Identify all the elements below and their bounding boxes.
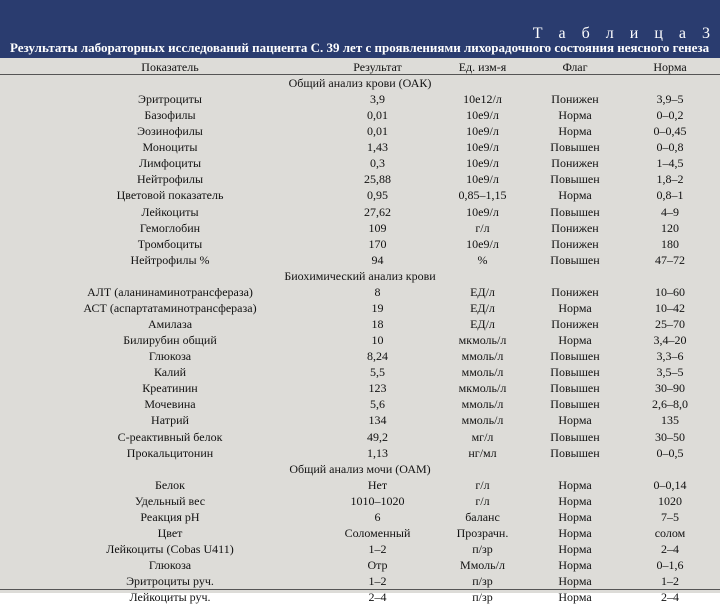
cell-norm: 1020 <box>658 493 682 508</box>
cell-indicator: Эозинофилы <box>137 124 203 139</box>
cell-indicator: АЛТ (аланинаминотрансфераза) <box>87 284 253 299</box>
cell-indicator: Нейтрофилы <box>136 172 204 187</box>
cell-unit: 10е9/л <box>466 204 499 219</box>
table-row <box>0 525 720 541</box>
table-row <box>0 284 720 300</box>
cell-result: 0,01 <box>367 108 388 123</box>
cell-result: 5,5 <box>370 365 385 380</box>
cell-unit: баланс <box>465 509 500 524</box>
cell-norm: 2–4 <box>661 590 679 605</box>
cell-unit: п/зр <box>472 542 493 557</box>
cell-flag: Понижен <box>551 92 599 106</box>
cell-indicator: С-реактивный белок <box>117 429 223 444</box>
cell-unit: ЕД/л <box>470 300 495 315</box>
cell-flag: Понижен <box>551 220 599 235</box>
cell-flag: Повышен <box>550 204 600 219</box>
cell-result: 1,43 <box>367 140 388 155</box>
table-number: Т а б л и ц а 3 <box>532 25 716 42</box>
table-row <box>0 557 720 573</box>
cell-flag: Понижен <box>551 317 599 332</box>
cell-indicator: Реакция рН <box>140 509 200 524</box>
cell-result: 49,2 <box>367 429 388 444</box>
cell-result: 3,9 <box>370 92 385 106</box>
table-row <box>0 541 720 557</box>
cell-indicator: Моноциты <box>142 140 198 155</box>
cell-unit: п/зр <box>472 590 493 605</box>
table-row <box>0 412 720 428</box>
cell-flag: Норма <box>558 188 592 203</box>
cell-flag: Норма <box>558 574 592 589</box>
cell-result: 8,24 <box>367 349 388 364</box>
cell-norm: 3,4–20 <box>653 333 687 348</box>
cell-indicator: Эритроциты <box>138 92 202 106</box>
cell-indicator: Калий <box>153 365 187 380</box>
cell-flag: Понижен <box>551 284 599 299</box>
cell-unit: мг/л <box>471 429 494 444</box>
cell-flag: Норма <box>558 300 592 315</box>
cell-norm: 2–4 <box>661 542 679 557</box>
cell-indicator: Цвет <box>157 525 183 540</box>
table-row <box>0 445 720 461</box>
cell-flag: Норма <box>558 509 592 524</box>
cell-unit: 10е9/л <box>466 140 499 155</box>
cell-flag: Норма <box>558 493 592 508</box>
cell-flag: Норма <box>558 108 592 123</box>
cell-unit: г/л <box>475 220 490 235</box>
cell-norm: солом <box>654 525 686 540</box>
cell-unit: 10е9/л <box>466 108 499 123</box>
cell-flag: Повышен <box>550 172 600 187</box>
cell-indicator: Цветовой показатель <box>116 188 224 203</box>
cell-flag: Норма <box>558 558 592 573</box>
cell-indicator: Эритроциты руч. <box>126 574 214 589</box>
cell-result: 0,95 <box>367 188 388 203</box>
cell-unit: ммоль/л <box>461 413 504 428</box>
cell-flag: Норма <box>558 124 592 139</box>
cell-norm: 30–50 <box>655 429 685 444</box>
table-row <box>0 236 720 252</box>
cell-result: 134 <box>368 413 387 428</box>
cell-norm: 1,8–2 <box>656 172 684 187</box>
table-row <box>0 509 720 525</box>
table-row <box>0 477 720 493</box>
table-row <box>0 364 720 380</box>
cell-unit: мкмоль/л <box>458 333 507 348</box>
cell-norm: 120 <box>661 220 679 235</box>
cell-unit: 10е9/л <box>466 124 499 139</box>
cell-result: 18 <box>371 317 384 332</box>
cell-unit: ЕД/л <box>470 317 495 332</box>
table-row <box>0 187 720 203</box>
column-header-result: Результат <box>353 60 402 74</box>
cell-flag: Норма <box>558 333 592 348</box>
cell-norm: 0–0,2 <box>656 108 684 123</box>
cell-indicator: Белок <box>154 477 186 492</box>
table-row <box>0 573 720 589</box>
cell-result: 6 <box>374 509 381 524</box>
cell-norm: 3,5–5 <box>656 365 684 380</box>
cell-indicator: АСТ (аспартатаминотрансфераза) <box>83 300 257 315</box>
table-row <box>0 380 720 396</box>
cell-indicator: Лимфоциты <box>138 156 202 171</box>
cell-flag: Норма <box>558 413 592 428</box>
cell-unit: 10е9/л <box>466 172 499 187</box>
cell-indicator: Гемоглобин <box>139 220 201 235</box>
cell-flag: Норма <box>558 477 592 492</box>
cell-indicator: Удельный вес <box>134 493 206 508</box>
table-row <box>0 123 720 139</box>
cell-flag: Норма <box>558 525 592 540</box>
cell-result: 0,3 <box>370 156 385 171</box>
cell-indicator: Глюкоза <box>148 558 192 573</box>
cell-result: 19 <box>371 300 384 315</box>
table-header <box>0 0 720 58</box>
table-row <box>0 429 720 445</box>
cell-flag: Повышен <box>550 429 600 444</box>
table-row <box>0 493 720 509</box>
table-row <box>0 316 720 332</box>
cell-result: 1010–1020 <box>350 493 405 508</box>
cell-unit: мкмоль/л <box>458 381 507 396</box>
table-row <box>0 348 720 364</box>
cell-norm: 4–9 <box>661 204 679 219</box>
cell-indicator: Лейкоциты <box>141 204 199 219</box>
column-header-flag: Флаг <box>562 60 588 74</box>
cell-result: 2–4 <box>368 590 387 605</box>
cell-result: 1,13 <box>367 445 388 460</box>
cell-flag: Повышен <box>550 349 600 364</box>
cell-result: 27,62 <box>364 204 391 219</box>
table-row <box>0 252 720 268</box>
cell-norm: 3,9–5 <box>656 92 684 106</box>
cell-unit: % <box>477 252 488 267</box>
cell-norm: 10–42 <box>655 300 685 315</box>
cell-unit: 10е9/л <box>466 236 499 251</box>
table-row <box>0 220 720 236</box>
cell-indicator: Креатинин <box>142 381 198 396</box>
cell-unit: ЕД/л <box>470 284 495 299</box>
cell-norm: 180 <box>661 236 679 251</box>
cell-result: 1–2 <box>368 574 387 589</box>
table-row <box>0 396 720 412</box>
cell-norm: 1–2 <box>661 574 679 589</box>
cell-indicator: Амилаза <box>147 317 193 332</box>
cell-unit: г/л <box>475 477 490 492</box>
cell-indicator: Базофилы <box>144 108 196 123</box>
cell-norm: 0–0,5 <box>656 445 684 460</box>
cell-unit: п/зр <box>472 574 493 589</box>
cell-norm: 2,6–8,0 <box>652 397 688 412</box>
section-title: Общий анализ мочи (ОАМ) <box>289 461 431 476</box>
cell-unit: ммоль/л <box>461 397 504 412</box>
cell-unit: Прозрачн. <box>456 525 509 540</box>
cell-norm: 3,3–6 <box>656 349 684 364</box>
cell-norm: 10–60 <box>655 284 685 299</box>
cell-norm: 1–4,5 <box>656 156 684 171</box>
cell-indicator: Тромбоциты <box>137 236 203 251</box>
cell-flag: Норма <box>558 590 592 605</box>
cell-norm: 0–0,45 <box>653 124 687 139</box>
cell-flag: Повышен <box>550 140 600 155</box>
cell-flag: Повышен <box>550 365 600 380</box>
cell-indicator: Нейтрофилы % <box>130 252 210 267</box>
cell-indicator: Прокальцитонин <box>126 445 214 460</box>
cell-indicator: Лейкоциты (Cobas U411) <box>106 542 234 557</box>
cell-norm: 0–0,8 <box>656 140 684 155</box>
cell-flag: Понижен <box>551 156 599 171</box>
cell-result: 109 <box>368 220 387 235</box>
table-bottom-rule <box>0 589 720 590</box>
cell-unit: 10е12/л <box>463 92 502 106</box>
cell-result: Соломенный <box>344 525 411 540</box>
cell-unit: ммоль/л <box>461 365 504 380</box>
table-row <box>0 155 720 171</box>
cell-flag: Повышен <box>550 445 600 460</box>
cell-indicator: Лейкоциты руч. <box>129 590 211 605</box>
cell-result: 0,01 <box>367 124 388 139</box>
cell-flag: Понижен <box>551 236 599 251</box>
cell-norm: 7–5 <box>661 509 679 524</box>
cell-indicator: Билирубин общий <box>123 333 217 348</box>
cell-result: 5,6 <box>370 397 385 412</box>
cell-unit: ммоль/л <box>461 349 504 364</box>
cell-result: 25,88 <box>364 172 391 187</box>
cell-norm: 30–90 <box>655 381 685 396</box>
cell-result: Отр <box>367 558 388 573</box>
cell-result: 8 <box>374 284 381 299</box>
cell-indicator: Глюкоза <box>148 349 192 364</box>
cell-flag: Повышен <box>550 381 600 396</box>
cell-indicator: Мочевина <box>144 397 196 412</box>
cell-result: 1–2 <box>368 542 387 557</box>
table-row <box>0 107 720 123</box>
cell-unit: 10е9/л <box>466 156 499 171</box>
cell-unit: Ммоль/л <box>460 558 505 573</box>
table-row <box>0 139 720 155</box>
cell-unit: 0,85–1,15 <box>458 188 507 203</box>
cell-indicator: Натрий <box>151 413 189 428</box>
cell-result: 170 <box>368 236 387 251</box>
table-row <box>0 300 720 316</box>
cell-flag: Норма <box>558 542 592 557</box>
column-header-unit: Ед. изм-я <box>458 60 507 74</box>
table-title: Результаты лабораторных исследований пациента С. 39 лет с проявлениями лихорадочного состояния неясного генеза <box>10 40 710 55</box>
table-row <box>0 332 720 348</box>
cell-unit: нг/мл <box>468 445 497 460</box>
table-row <box>0 91 720 107</box>
cell-flag: Повышен <box>550 252 600 267</box>
cell-result: Нет <box>367 477 388 492</box>
cell-unit: г/л <box>475 493 490 508</box>
cell-norm: 0–0,14 <box>653 477 687 492</box>
cell-norm: 25–70 <box>655 317 685 332</box>
table-body <box>0 75 720 605</box>
cell-norm: 47–72 <box>655 252 685 267</box>
cell-result: 123 <box>368 381 387 396</box>
table-row <box>0 204 720 220</box>
cell-flag: Повышен <box>550 397 600 412</box>
column-header-norm: Норма <box>653 60 687 74</box>
cell-norm: 0–1,6 <box>656 558 684 573</box>
column-headers <box>0 60 720 75</box>
cell-result: 94 <box>371 252 384 267</box>
cell-result: 10 <box>371 333 384 348</box>
section-title: Общий анализ крови (ОАК) <box>288 76 432 90</box>
section-title: Биохимический анализ крови <box>284 268 436 283</box>
cell-norm: 0,8–1 <box>656 188 684 203</box>
column-header-indicator: Показатель <box>141 60 199 74</box>
table-row <box>0 171 720 187</box>
cell-norm: 135 <box>661 413 679 428</box>
table-row <box>0 589 720 605</box>
